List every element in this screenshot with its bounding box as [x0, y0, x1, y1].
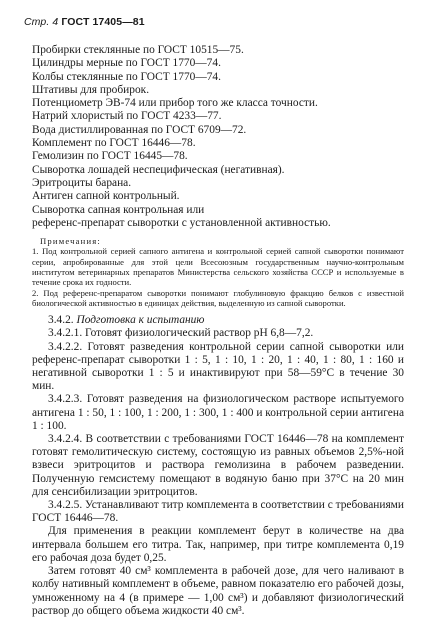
notes-heading: Примечания:: [40, 236, 102, 247]
list-item: Колбы стеклянные по ГОСТ 1770—74.: [32, 70, 221, 83]
notes-block: [32, 236, 404, 308]
list-item: Сыворотка лошадей неспецифическая (негативная).: [32, 163, 285, 176]
list-item: референс-препарат сыворотки с установленной активностью.: [32, 216, 331, 229]
paragraph: 3.4.2.3. Готовят разведения на физиологическом растворе испытуемого антигена 1 : 50, 1 : 100, 1 : 200, 1 : 300, 1 : 400 и контрольной серии антигена 1 : 100.: [32, 393, 404, 432]
list-item: Гемолизин по ГОСТ 16445—78.: [32, 150, 188, 163]
list-item: Потенциометр ЭВ-74 или прибор того же класса точности.: [32, 97, 318, 110]
section-number: 3.4.2.: [48, 314, 74, 327]
list-item: Натрий хлористый по ГОСТ 4233—77.: [32, 110, 222, 123]
list-item: Вода дистиллированная по ГОСТ 6709—72.: [32, 123, 247, 136]
paragraph: 3.4.2.4. В соответствии с требованиями ГОСТ 16446—78 на комплемент готовят гемолитическую систему, состоящую из равных объемов 2,5%-ной взвеси эритроцитов и раствора гемолизина в рабочем разведении. Полученную гемсистему помещают в водяную баню при 37°С на 20 мин для сенсибилизации эритроцитов.: [32, 433, 404, 498]
page-header: [24, 16, 404, 28]
note-item: 2. Под референс-препаратом сыворотки понимают глобулиновую фракцию белков с известной биологической активностью в единицах действия, выделенную из сапной сыворотки.: [32, 287, 404, 308]
paragraph: 3.4.2.1. Готовят физиологический раствор рН 6,8—7,2.: [48, 327, 314, 340]
list-item: Антиген сапной контрольный.: [32, 190, 180, 203]
paragraph: 3.4.2.2. Готовят разведения контрольной серии сапной сыворотки или референс-препарат сыворотки 1 : 5, 1 : 10, 1 : 20, 1 : 40, 1 : 80, 1 : 160 и негативной сыворотки 1 : 5 и инактивируют при 58—59°С в течение 30 мин.: [32, 340, 404, 393]
document-code: ГОСТ 17405—81: [61, 16, 145, 28]
page-number: Стр. 4: [24, 16, 59, 28]
section-title: Подготовка к испытанию: [76, 314, 205, 327]
paragraph: 3.4.2.5. Устанавливают титр комплемента в соответствии с требованиями ГОСТ 16446—78.: [32, 499, 404, 525]
list-item: Цилиндры мерные по ГОСТ 1770—74.: [32, 57, 221, 70]
note-item: 1. Под контрольной серией сапного антигена и контрольной серией сапной сыворотки понимают серии, апробированные для этой цели Всесоюзным государственным научно-контрольным институтом ветеринарных препаратов Министерства сельского хозяйства СССР и используемые в течение срока их годности.: [32, 246, 404, 288]
list-item: Комплемент по ГОСТ 16446—78.: [32, 137, 196, 150]
equipment-list: [32, 44, 404, 230]
section-heading: [32, 314, 404, 327]
list-item: Эритроциты барана.: [32, 176, 132, 189]
list-item: Сыворотка сапная контрольная или: [32, 203, 205, 216]
list-item: Штативы для пробирок.: [32, 83, 150, 96]
procedure-text: [32, 314, 404, 618]
paragraph: Для применения в реакции комплемент берут в количестве на два интервала большем его титра. Так, например, при титре комплемента 0,19 его рабочая доза будет 0,25.: [32, 525, 404, 564]
paragraph: Затем готовят 40 см³ комплемента в рабочей дозе, для чего наливают в колбу нативный комплемент в объеме, равном показателю его рабочей дозы, умноженному на 4 (в примере — 1,00 см³) и добавляют физиологический раствор до общего объема жидкости 40 см³.: [32, 565, 404, 617]
list-item: Пробирки стеклянные по ГОСТ 10515—75.: [32, 44, 244, 56]
